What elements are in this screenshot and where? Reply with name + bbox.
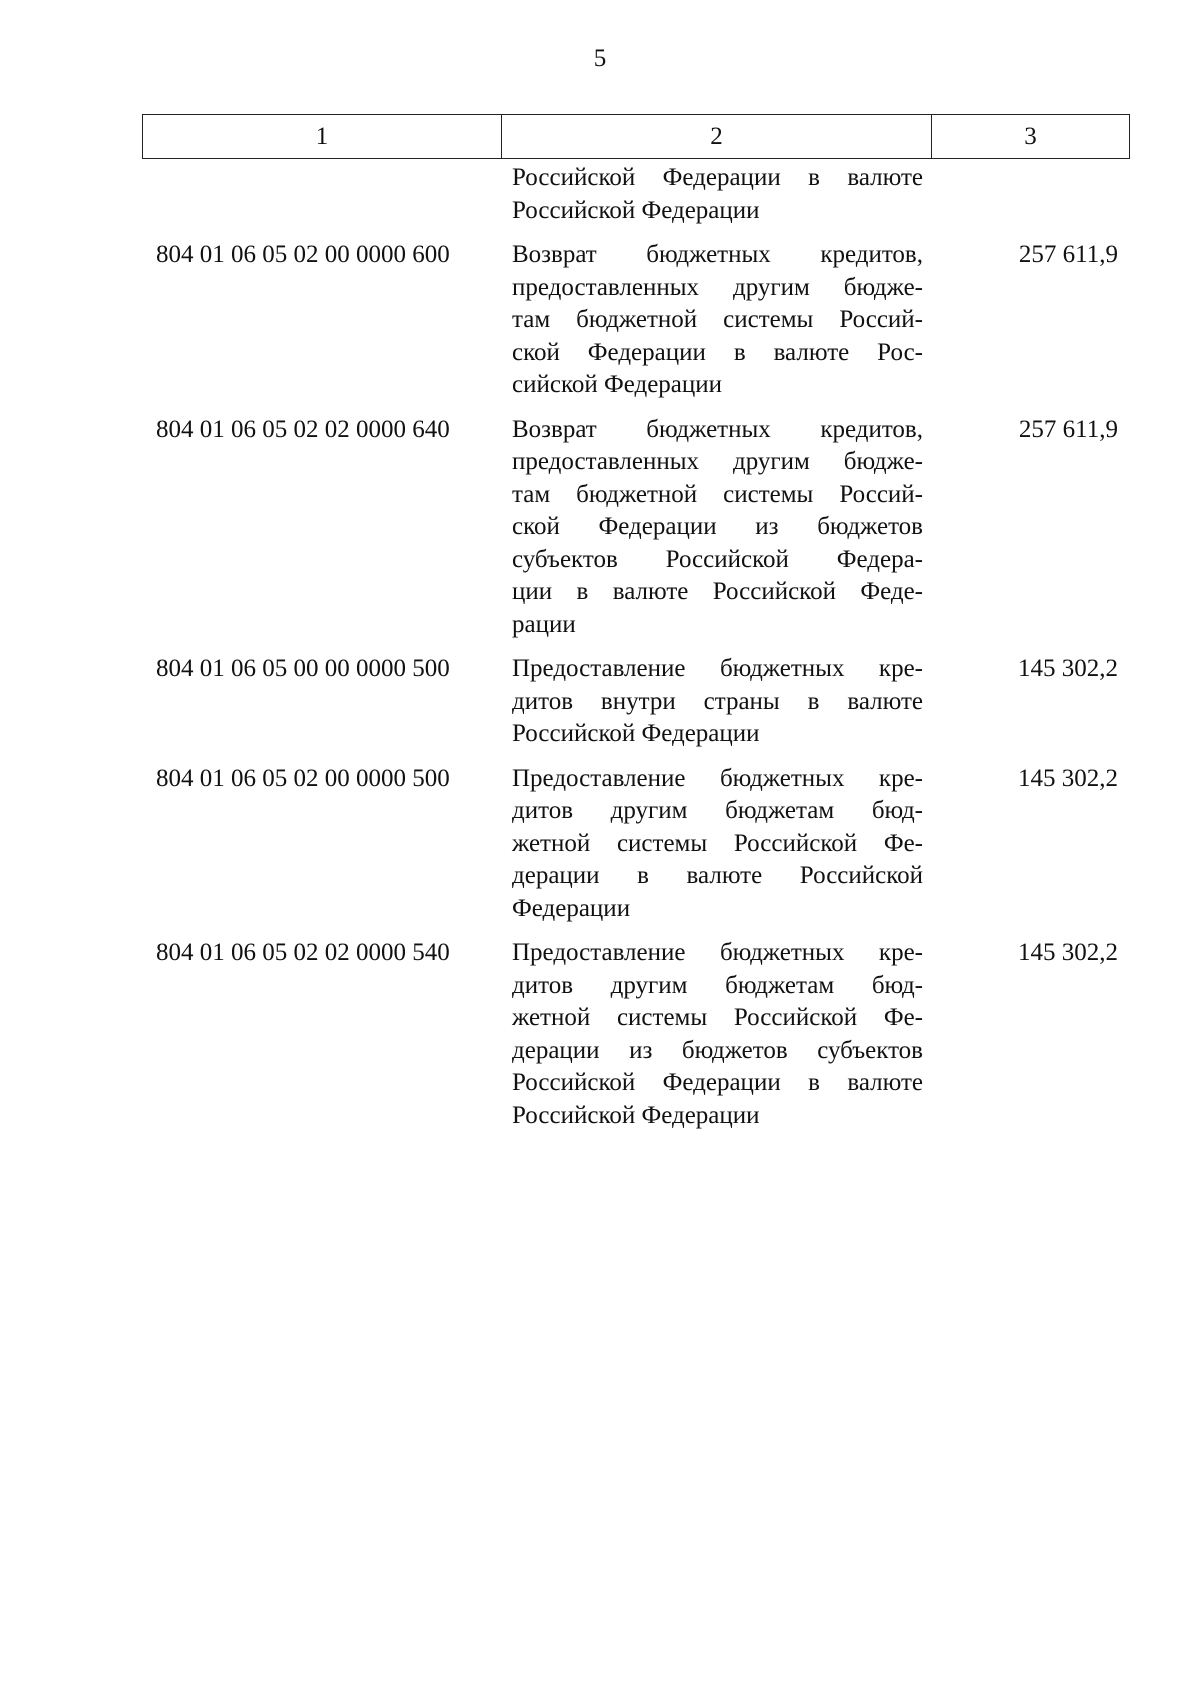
description-line: Российской Федерации в валюте (512, 1069, 923, 1096)
description-line: предоставленных другим бюдже- (512, 448, 923, 475)
table-header-cell-2: 2 (502, 115, 932, 158)
budget-code-cell: 804 01 06 05 02 02 0000 640 (156, 415, 450, 443)
amount-cell: 145 302,2 (1018, 655, 1118, 682)
description-cell (501, 653, 931, 751)
description-line: сийской Федерации (512, 371, 723, 398)
description-line: Предоставление бюджетных кре- (512, 939, 923, 966)
description-line: дерации из бюджетов субъектов (512, 1036, 923, 1064)
budget-code-cell (142, 162, 501, 227)
table-header-cell-1: 1 (143, 115, 502, 158)
description-line: субъектов Российской Федера- (512, 545, 923, 573)
description-line: Российской Федерации (512, 196, 760, 224)
budget-code-cell: 804 01 06 05 02 00 0000 500 (156, 764, 450, 792)
table-row (142, 763, 1130, 926)
description-line: дитов другим бюджетам бюд- (512, 797, 923, 824)
description-line: рации (512, 610, 576, 638)
description-line: ской Федерации из бюджетов (512, 513, 923, 540)
description-cell (501, 414, 931, 642)
description-line: Российской Федерации (512, 720, 760, 747)
budget-code-cell: 804 01 06 05 02 02 0000 540 (156, 939, 450, 966)
description-line: жетной системы Российской Фе- (512, 829, 923, 857)
table-row (142, 937, 1130, 1132)
description-line: Возврат бюджетных кредитов, (512, 415, 923, 443)
amount-cell: 145 302,2 (1018, 764, 1118, 792)
description-line: Федерации (512, 894, 631, 922)
amount-cell: 257 611,9 (1018, 415, 1118, 443)
description-line: Российской Федерации в валюте (512, 164, 923, 191)
description-line: ской Федерации в валюте Рос- (512, 338, 923, 366)
description-line: Предоставление бюджетных кре- (512, 764, 923, 792)
description-cell (501, 937, 931, 1132)
table-body (142, 162, 1130, 1144)
budget-code-cell: 804 01 06 05 00 00 0000 500 (156, 655, 450, 682)
description-line: Возврат бюджетных кредитов, (512, 241, 923, 268)
table-row (142, 239, 1130, 402)
table-row (142, 414, 1130, 642)
page-number: 5 (593, 45, 607, 72)
table-row (142, 653, 1130, 751)
description-cell (501, 162, 931, 227)
description-line: там бюджетной системы Россий- (512, 480, 923, 508)
description-line: дитов внутри страны в валюте (512, 687, 923, 715)
table-row (142, 162, 1130, 227)
description-cell (501, 763, 931, 926)
description-line: жетной системы Российской Фе- (512, 1004, 923, 1031)
budget-code-cell: 804 01 06 05 02 00 0000 600 (156, 241, 450, 268)
amount-cell: 145 302,2 (1018, 939, 1118, 966)
description-line: Российской Федерации (512, 1101, 760, 1129)
amount-cell (931, 162, 1130, 227)
amount-cell: 257 611,9 (1018, 241, 1118, 268)
description-line: Предоставление бюджетных кре- (512, 655, 923, 682)
description-line: там бюджетной системы Россий- (512, 306, 923, 333)
table-header-cell-3: 3 (1024, 122, 1037, 150)
description-cell (501, 239, 931, 402)
description-line: дерации в валюте Российской (512, 862, 923, 889)
table-header (142, 114, 1130, 159)
description-line: дитов другим бюджетам бюд- (512, 971, 923, 999)
description-line: ции в валюте Российской Феде- (512, 578, 923, 605)
description-line: предоставленных другим бюдже- (512, 273, 923, 301)
